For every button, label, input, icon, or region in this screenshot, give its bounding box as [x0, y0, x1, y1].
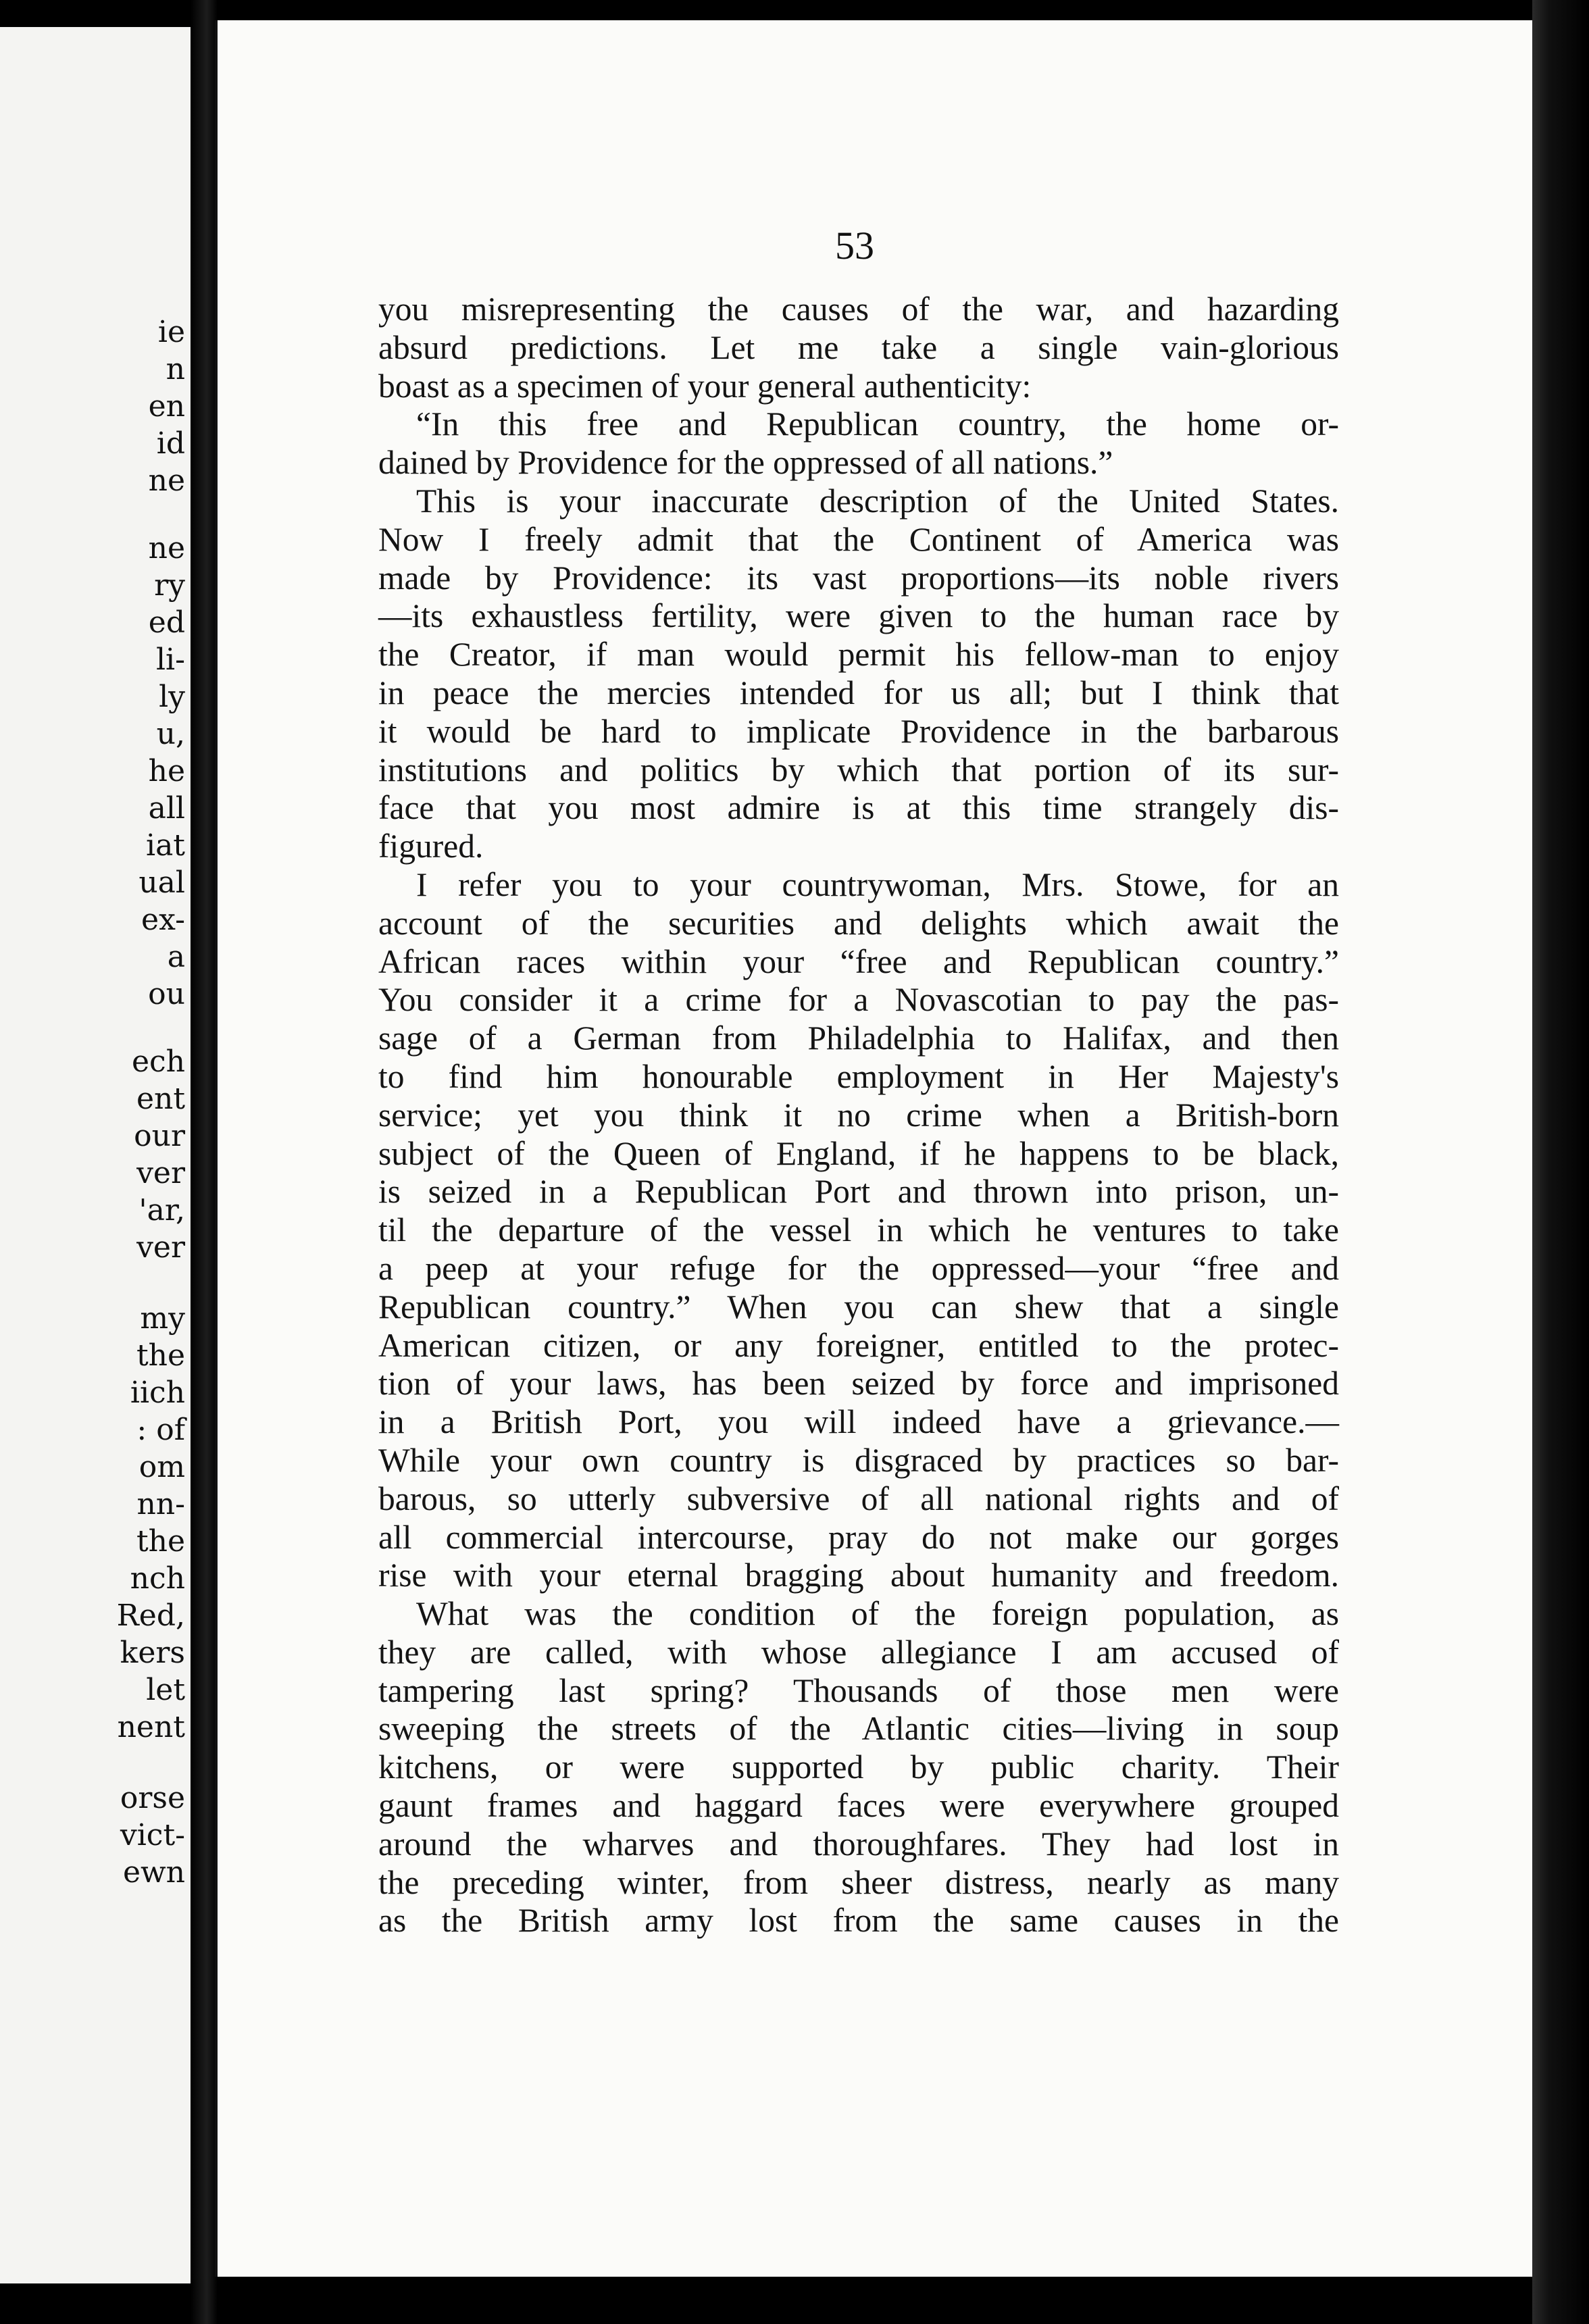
left-page-fragment: my: [140, 1301, 185, 1336]
text-line: a peep at your refuge for the oppressed—your “free and: [378, 1249, 1339, 1287]
text-line: kitchens, or were supported by public charity. Their: [378, 1748, 1339, 1786]
left-page-fragment: vict-: [120, 1818, 185, 1852]
left-page-fragment: ie: [157, 315, 185, 349]
left-page-fragment: ly: [159, 680, 185, 714]
left-page-fragment: om: [138, 1450, 185, 1484]
left-page-fragment: n: [166, 352, 185, 386]
text-line: gaunt frames and haggard faces were everywhere grouped: [378, 1787, 1339, 1825]
left-page-fragment: u,: [156, 717, 185, 751]
text-line: account of the securities and delights which await the: [378, 904, 1339, 942]
left-page-fragment: let: [146, 1673, 185, 1707]
text-line: absurd predictions. Let me take a single vain-glorious: [378, 328, 1339, 366]
text-line: dained by Providence for the oppressed of all nations.”: [378, 444, 1113, 482]
text-line: This is your inaccurate description of the United States.: [416, 482, 1339, 520]
left-page-fragment: nn-: [136, 1487, 185, 1521]
text-line: institutions and politics by which that portion of its sur-: [378, 751, 1339, 788]
left-page-fragment: ent: [136, 1082, 185, 1116]
left-page-fragment: ewn: [122, 1855, 185, 1890]
left-page-fragment: orse: [120, 1781, 185, 1815]
text-line: in a British Port, you will indeed have a grievance.—: [378, 1403, 1339, 1441]
left-page-fragment: the: [136, 1524, 185, 1559]
text-line: While your own country is disgraced by practices so bar-: [378, 1441, 1339, 1479]
left-page-fragment: he: [148, 754, 185, 788]
text-line: as the British army lost from the same causes in the: [378, 1902, 1339, 1940]
left-page-fragment: ual: [138, 865, 185, 900]
text-line: subject of the Queen of England, if he happens to be black,: [378, 1134, 1339, 1172]
text-line: til the departure of the vessel in which he ventures to take: [378, 1211, 1339, 1249]
left-page-fragment: all: [148, 791, 185, 826]
left-page-fragment: iat: [146, 828, 185, 863]
text-line: it would be hard to implicate Providence in the barbarous: [378, 712, 1339, 750]
text-line: they are called, with whose allegiance I am accused of: [378, 1633, 1339, 1671]
text-line: African races within your “free and Republican country.”: [378, 942, 1339, 980]
left-page-fragment: nch: [130, 1561, 185, 1596]
text-line: boast as a specimen of your general authenticity:: [378, 367, 1032, 405]
left-facing-page: [0, 27, 193, 2283]
left-page-fragment: the: [136, 1338, 185, 1373]
book-gutter: [191, 0, 218, 2324]
left-page-fragment: ou: [148, 977, 185, 1011]
text-line: sweeping the streets of the Atlantic cities—living in soup: [378, 1710, 1339, 1748]
body-text: [378, 290, 1339, 1940]
left-page-fragment: ry: [154, 568, 185, 603]
page-edge-shadow: [1532, 0, 1589, 2324]
text-line: You consider it a crime for a Novascotian to pay the pas-: [378, 981, 1339, 1019]
left-page-fragment: nent: [117, 1710, 185, 1744]
left-page-fragment: ne: [148, 531, 185, 565]
text-line: the Creator, if man would permit his fellow-man to enjoy: [378, 636, 1339, 674]
text-line: barous, so utterly subversive of all national rights and of: [378, 1480, 1339, 1517]
text-line: tion of your laws, has been seized by force and imprisoned: [378, 1365, 1339, 1403]
text-line: is seized in a Republican Port and thrown into prison, un-: [378, 1173, 1339, 1211]
left-page-fragment: ver: [136, 1156, 185, 1190]
text-line: face that you most admire is at this time strangely dis-: [378, 789, 1339, 827]
text-line: rise with your eternal bragging about humanity and freedom.: [378, 1557, 1339, 1594]
left-page-fragment: id: [156, 426, 185, 461]
left-page-fragment: ed: [148, 605, 185, 640]
left-page-fragment: our: [134, 1119, 185, 1153]
left-page-fragment: ver: [136, 1230, 185, 1265]
text-line: What was the condition of the foreign population, as: [416, 1595, 1339, 1633]
left-page-fragment: : of: [136, 1413, 185, 1447]
left-page-fragment: en: [148, 389, 185, 424]
text-line: “In this free and Republican country, the home or-: [416, 405, 1339, 443]
left-page-fragment: a: [167, 940, 185, 974]
left-page-fragment: ne: [148, 463, 185, 498]
text-line: made by Providence: its vast proportions—its noble rivers: [378, 559, 1339, 597]
page-number: 53: [835, 224, 874, 268]
left-page-fragment: 'ar,: [138, 1193, 185, 1228]
text-line: the preceding winter, from sheer distress, nearly as many: [378, 1863, 1339, 1901]
text-line: Republican country.” When you can shew that a single: [378, 1288, 1339, 1325]
left-page-fragment: iich: [130, 1375, 185, 1410]
left-page-fragment: ech: [131, 1044, 185, 1079]
text-line: Now I freely admit that the Continent of America was: [378, 520, 1339, 558]
text-line: sage of a German from Philadelphia to Halifax, and then: [378, 1019, 1339, 1057]
text-line: around the wharves and thoroughfares. They had lost in: [378, 1825, 1339, 1863]
text-line: figured.: [378, 828, 484, 865]
left-page-fragment: ex-: [141, 903, 185, 937]
text-line: you misrepresenting the causes of the war, and hazarding: [378, 290, 1339, 328]
left-page-fragment: Red,: [116, 1598, 185, 1633]
text-line: —its exhaustless fertility, were given to the human race by: [378, 597, 1339, 635]
text-line: all commercial intercourse, pray do not make our gorges: [378, 1518, 1339, 1556]
text-line: in peace the mercies intended for us all; but I think that: [378, 674, 1339, 711]
text-line: service; yet you think it no crime when a British-born: [378, 1096, 1339, 1134]
left-page-fragment: li-: [155, 642, 185, 677]
text-line: tampering last spring? Thousands of those men were: [378, 1671, 1339, 1709]
text-line: to find him honourable employment in Her Majesty's: [378, 1057, 1339, 1095]
left-page-fragment: kers: [120, 1636, 185, 1670]
text-line: I refer you to your countrywoman, Mrs. Stowe, for an: [416, 865, 1339, 903]
text-line: American citizen, or any foreigner, entitled to the protec-: [378, 1326, 1339, 1364]
